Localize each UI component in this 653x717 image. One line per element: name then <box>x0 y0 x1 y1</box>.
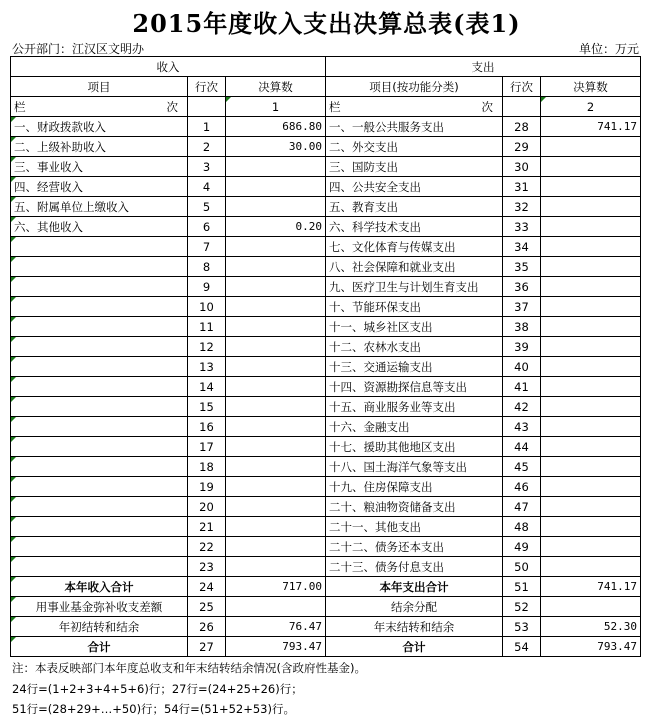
expense-row-no-cell: 33 <box>503 217 541 237</box>
income-item-cell <box>11 477 188 497</box>
expense-item-cell: 二十二、债务还本支出 <box>326 537 503 557</box>
income-amount-cell <box>226 417 326 437</box>
lan-right-label: 次 <box>481 99 493 114</box>
expense-row-no-cell: 38 <box>503 317 541 337</box>
income-col-index: 1 <box>226 97 326 117</box>
expense-amount-cell <box>541 537 641 557</box>
expense-item-cell: 三、国防支出 <box>326 157 503 177</box>
income-item-cell <box>11 497 188 517</box>
expense-row-no-cell: 35 <box>503 257 541 277</box>
expense-amount-header: 决算数 <box>541 77 641 97</box>
table-row <box>11 177 641 197</box>
summary-expense-item-cell: 本年支出合计 <box>326 577 503 597</box>
expense-row-no-cell: 31 <box>503 177 541 197</box>
income-row-no-cell: 4 <box>188 177 226 197</box>
expense-amount-cell <box>541 437 641 457</box>
income-amount-cell <box>226 497 326 517</box>
expense-row-no-cell: 44 <box>503 437 541 457</box>
expense-row-no-cell: 29 <box>503 137 541 157</box>
expense-amount-cell <box>541 277 641 297</box>
department-label: 公开部门：江汉区文明办 <box>12 42 145 56</box>
summary-income-row-no-cell: 25 <box>188 597 226 617</box>
income-amount-cell <box>226 177 326 197</box>
income-amount-cell: 0.20 <box>226 217 326 237</box>
summary-expense-row-no-cell: 52 <box>503 597 541 617</box>
expense-row-no-cell: 42 <box>503 397 541 417</box>
income-amount-cell <box>226 337 326 357</box>
income-item-cell: 五、附属单位上缴收入 <box>11 197 188 217</box>
income-item-cell <box>11 517 188 537</box>
expense-item-cell: 一、一般公共服务支出 <box>326 117 503 137</box>
income-amount-cell <box>226 517 326 537</box>
expense-item-cell: 十九、住房保障支出 <box>326 477 503 497</box>
income-row-no-cell: 22 <box>188 537 226 557</box>
unit-label: 单位：万元 <box>578 42 639 56</box>
income-item-cell <box>11 377 188 397</box>
summary-expense-row-no-cell: 51 <box>503 577 541 597</box>
expense-amount-cell <box>541 137 641 157</box>
table-row <box>11 117 641 137</box>
table-row <box>11 277 641 297</box>
expense-item-cell: 二十、粮油物资储备支出 <box>326 497 503 517</box>
income-row-no-cell: 3 <box>188 157 226 177</box>
expense-amount-cell <box>541 417 641 437</box>
expense-item-cell: 九、医疗卫生与计划生育支出 <box>326 277 503 297</box>
income-amount-cell <box>226 257 326 277</box>
income-amount-cell <box>226 457 326 477</box>
expense-row-no-cell: 41 <box>503 377 541 397</box>
income-item-cell <box>11 397 188 417</box>
expense-item-cell: 七、文化体育与传媒支出 <box>326 237 503 257</box>
table-row <box>11 397 641 417</box>
summary-income-row-no-cell: 24 <box>188 577 226 597</box>
table-row <box>11 317 641 337</box>
expense-row-no-cell: 37 <box>503 297 541 317</box>
expense-item-cell: 四、公共安全支出 <box>326 177 503 197</box>
summary-income-amount-cell: 76.47 <box>226 617 326 637</box>
summary-income-item-cell: 合计 <box>11 637 188 657</box>
expense-section-header: 支出 <box>326 57 641 77</box>
income-item-cell: 三、事业收入 <box>11 157 188 177</box>
income-item-cell <box>11 337 188 357</box>
expense-item-cell: 十二、农林水支出 <box>326 337 503 357</box>
income-section-header: 收入 <box>11 57 326 77</box>
expense-item-cell: 二、外交支出 <box>326 137 503 157</box>
income-item-cell <box>11 557 188 577</box>
income-row-no-cell: 10 <box>188 297 226 317</box>
income-item-header: 项目 <box>11 77 188 97</box>
income-amount-cell <box>226 317 326 337</box>
expense-amount-cell <box>541 477 641 497</box>
expense-amount-cell <box>541 157 641 177</box>
summary-expense-item-cell: 合计 <box>326 637 503 657</box>
expense-amount-cell <box>541 217 641 237</box>
summary-income-item-cell: 本年收入合计 <box>11 577 188 597</box>
table-row <box>11 157 641 177</box>
income-row-no-cell: 8 <box>188 257 226 277</box>
expense-row-no-cell: 43 <box>503 417 541 437</box>
income-row-no-cell: 18 <box>188 457 226 477</box>
income-amount-cell <box>226 437 326 457</box>
income-amount-cell <box>226 237 326 257</box>
table-row <box>11 197 641 217</box>
table-row <box>11 417 641 437</box>
expense-item-cell: 十八、国土海洋气象等支出 <box>326 457 503 477</box>
expense-item-cell: 六、科学技术支出 <box>326 217 503 237</box>
summary-expense-row-no-cell: 54 <box>503 637 541 657</box>
income-row-no-cell: 19 <box>188 477 226 497</box>
summary-income-row-no-cell: 27 <box>188 637 226 657</box>
note-line-2: 24行=(1+2+3+4+5+6)行；27行=(24+25+26)行； <box>12 682 303 696</box>
income-item-cell: 一、财政拨款收入 <box>11 117 188 137</box>
expense-amount-cell <box>541 177 641 197</box>
income-row-no-cell: 1 <box>188 117 226 137</box>
expense-amount-cell <box>541 457 641 477</box>
lan-left-label: 栏 <box>14 99 26 114</box>
income-amount-cell <box>226 557 326 577</box>
income-amount-cell <box>226 297 326 317</box>
table-row <box>11 297 641 317</box>
income-amount-cell <box>226 537 326 557</box>
expense-lan-cell <box>326 97 503 117</box>
expense-amount-cell <box>541 297 641 317</box>
expense-row-no-cell: 46 <box>503 477 541 497</box>
income-row-no-cell: 2 <box>188 137 226 157</box>
expense-row-no-cell: 39 <box>503 337 541 357</box>
income-row-no-cell: 20 <box>188 497 226 517</box>
income-item-cell <box>11 297 188 317</box>
table-row <box>11 537 641 557</box>
income-item-cell <box>11 237 188 257</box>
income-item-cell <box>11 357 188 377</box>
income-row-no-cell: 16 <box>188 417 226 437</box>
expense-item-cell: 十六、金融支出 <box>326 417 503 437</box>
summary-expense-item-cell: 年末结转和结余 <box>326 617 503 637</box>
table-row <box>11 257 641 277</box>
table-row <box>11 497 641 517</box>
income-item-cell <box>11 537 188 557</box>
expense-amount-cell <box>541 557 641 577</box>
expense-amount-cell <box>541 197 641 217</box>
table-row <box>11 477 641 497</box>
income-amount-cell <box>226 477 326 497</box>
expense-row-no-cell: 30 <box>503 157 541 177</box>
income-row-no-header: 行次 <box>188 77 226 97</box>
income-item-cell: 四、经营收入 <box>11 177 188 197</box>
lan-left-label: 栏 <box>329 99 341 114</box>
expense-item-header: 项目(按功能分类) <box>326 77 503 97</box>
expense-row-no-cell: 49 <box>503 537 541 557</box>
note-line-3: 51行=(28+29+…+50)行；54行=(51+52+53)行。 <box>12 702 295 716</box>
note-line-1: 注：本表反映部门本年度总收支和年末结转结余情况(含政府性基金)。 <box>12 661 366 675</box>
expense-row-no-cell: 45 <box>503 457 541 477</box>
column-header-row <box>11 77 641 97</box>
expense-item-cell: 十一、城乡社区支出 <box>326 317 503 337</box>
table-row <box>11 337 641 357</box>
table-row <box>11 517 641 537</box>
summary-row <box>11 577 641 597</box>
table-row <box>11 557 641 577</box>
summary-income-item-cell: 用事业基金弥补收支差额 <box>11 597 188 617</box>
expense-item-cell: 十三、交通运输支出 <box>326 357 503 377</box>
expense-item-cell: 十五、商业服务业等支出 <box>326 397 503 417</box>
income-row-no-cell: 14 <box>188 377 226 397</box>
income-amount-cell <box>226 357 326 377</box>
income-amount-cell <box>226 277 326 297</box>
income-row-no-cell: 12 <box>188 337 226 357</box>
table-row <box>11 357 641 377</box>
expense-item-cell: 五、教育支出 <box>326 197 503 217</box>
expense-item-cell: 二十一、其他支出 <box>326 517 503 537</box>
page-title: 2015年度收入支出决算总表(表1) <box>132 9 521 38</box>
summary-expense-amount-cell: 793.47 <box>541 637 641 657</box>
summary-income-amount-cell <box>226 597 326 617</box>
table-row <box>11 437 641 457</box>
expense-item-cell: 二十三、债务付息支出 <box>326 557 503 577</box>
income-row-no-cell: 23 <box>188 557 226 577</box>
table-row <box>11 137 641 157</box>
expense-lan-empty <box>503 97 541 117</box>
income-amount-cell <box>226 157 326 177</box>
expense-row-no-cell: 34 <box>503 237 541 257</box>
expense-amount-cell <box>541 497 641 517</box>
income-amount-cell: 30.00 <box>226 137 326 157</box>
income-row-no-cell: 11 <box>188 317 226 337</box>
summary-expense-amount-cell <box>541 597 641 617</box>
table-row <box>11 237 641 257</box>
income-row-no-cell: 15 <box>188 397 226 417</box>
income-row-no-cell: 21 <box>188 517 226 537</box>
summary-expense-amount-cell: 52.30 <box>541 617 641 637</box>
expense-amount-cell <box>541 377 641 397</box>
income-amount-cell <box>226 377 326 397</box>
expense-row-no-cell: 48 <box>503 517 541 537</box>
summary-income-amount-cell: 793.47 <box>226 637 326 657</box>
summary-expense-item-cell: 结余分配 <box>326 597 503 617</box>
income-row-no-cell: 7 <box>188 237 226 257</box>
expense-row-no-cell: 36 <box>503 277 541 297</box>
summary-income-amount-cell: 717.00 <box>226 577 326 597</box>
expense-row-no-cell: 50 <box>503 557 541 577</box>
expense-amount-cell <box>541 397 641 417</box>
income-amount-header: 决算数 <box>226 77 326 97</box>
income-row-no-cell: 9 <box>188 277 226 297</box>
expense-amount-cell: 741.17 <box>541 117 641 137</box>
expense-row-no-cell: 32 <box>503 197 541 217</box>
summary-row <box>11 617 641 637</box>
income-row-no-cell: 5 <box>188 197 226 217</box>
summary-expense-amount-cell: 741.17 <box>541 577 641 597</box>
income-row-no-cell: 6 <box>188 217 226 237</box>
expense-item-cell: 十七、援助其他地区支出 <box>326 437 503 457</box>
column-index-row <box>11 97 641 117</box>
income-item-cell <box>11 317 188 337</box>
income-row-no-cell: 17 <box>188 437 226 457</box>
lan-right-label: 次 <box>166 99 178 114</box>
expense-row-no-header: 行次 <box>503 77 541 97</box>
summary-expense-row-no-cell: 53 <box>503 617 541 637</box>
income-row-no-cell: 13 <box>188 357 226 377</box>
income-lan-cell <box>11 97 188 117</box>
expense-item-cell: 十四、资源勘探信息等支出 <box>326 377 503 397</box>
expense-amount-cell <box>541 257 641 277</box>
income-amount-cell: 686.80 <box>226 117 326 137</box>
income-item-cell: 二、上级补助收入 <box>11 137 188 157</box>
expense-amount-cell <box>541 517 641 537</box>
section-header-row <box>11 57 641 77</box>
income-item-cell <box>11 257 188 277</box>
summary-row <box>11 637 641 657</box>
expense-row-no-cell: 28 <box>503 117 541 137</box>
income-expense-table <box>10 56 641 657</box>
income-amount-cell <box>226 197 326 217</box>
table-row <box>11 377 641 397</box>
income-item-cell: 六、其他收入 <box>11 217 188 237</box>
table-row <box>11 457 641 477</box>
expense-amount-cell <box>541 237 641 257</box>
table-row <box>11 217 641 237</box>
summary-income-row-no-cell: 26 <box>188 617 226 637</box>
expense-item-cell: 十、节能环保支出 <box>326 297 503 317</box>
expense-amount-cell <box>541 357 641 377</box>
expense-amount-cell <box>541 317 641 337</box>
summary-row <box>11 597 641 617</box>
income-item-cell <box>11 417 188 437</box>
expense-item-cell: 八、社会保障和就业支出 <box>326 257 503 277</box>
summary-income-item-cell: 年初结转和结余 <box>11 617 188 637</box>
income-amount-cell <box>226 397 326 417</box>
income-lan-empty <box>188 97 226 117</box>
expense-row-no-cell: 40 <box>503 357 541 377</box>
expense-amount-cell <box>541 337 641 357</box>
income-item-cell <box>11 277 188 297</box>
expense-row-no-cell: 47 <box>503 497 541 517</box>
expense-col-index: 2 <box>541 97 641 117</box>
income-item-cell <box>11 457 188 477</box>
income-item-cell <box>11 437 188 457</box>
